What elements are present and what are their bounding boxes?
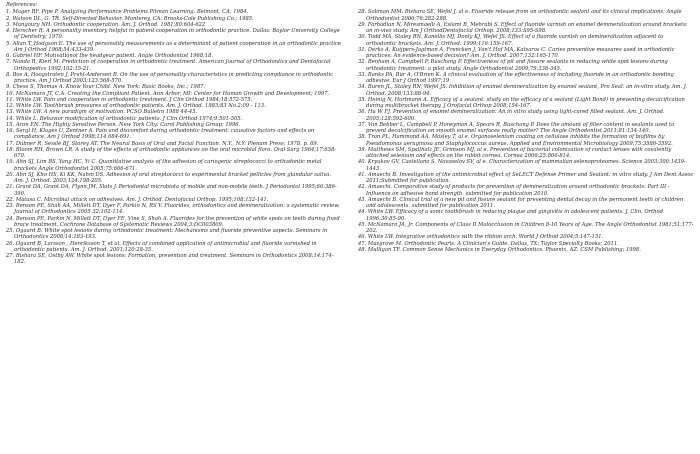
- reference-item: 12. White LW. Toothbrush pressures of orthodontic patients. Am. J. Orthod. 1983;83 No.2:09 - 113.: [6, 103, 266, 109]
- references-left-column: [6, 9, 342, 265]
- reference-item: 31. Derks A, Kuijpers-Jagtman A, Frencken J, Van't Hof MA, Katsaros C. Caries preventive measures used in orthodontic practices: An evidence-based decision? Am. J. Orthod. 2007;132:165-170.: [358, 46, 675, 59]
- reference-item: 36. Hu W FJ. Prevention of enamel demineralization: An in vitro study using light-cured filled sealant. Am. J. Orthod. 2005;128:592-600.: [358, 109, 665, 122]
- reference-item: 46. White LW. Integrative orthodontics with the ribbon arch. World J Orthod 2004;5:147-151.: [358, 234, 604, 241]
- reference-item: 5. Allan T, Hodgson E. The use of personality measurements as a determinant of patient cooperation in an orthodontic practice Am J Orthod 1968;54:433-439.: [6, 40, 341, 53]
- reference-item: 13. White LW. A new paradigm of motivation. PCSO Bulletin 1988 44-45.: [6, 109, 198, 116]
- reference-item: 16. Sergl H, Klages U, Zentner A. Pain and discomfort during orthodontic treatment: causative factors and effects on compliance. Am J Orthod 1998;114 684-691.: [6, 128, 315, 141]
- reference-item: 25. Ogaard B. White spot lesions during orthodontic treatment: Mechanisms and fluoride preventive aspects. Seminars in Orthodontics 2008;14:183-193.: [6, 228, 328, 241]
- reference-item: 47. Musgrave M. Orthodontic Pearls: A Clinician's Guide. Dallas, TX: Taylor Specialty Books; 2011.: [358, 240, 619, 247]
- reference-item: 38. Tran PL, Hammond AA, Mosley T, al e. Organoselenium coating on cellulose inhibits the formation of biofilms by Pseudomonas aeruginosa and Staphylococcus aureus. Applied and Environmental Microbiology 2009;75:3586-3592.: [358, 134, 673, 147]
- reference-item: 41. Amaechi B. Investigation of the antimicrobial effect of SeLECT Defense Primer and Sealant: in vitro study. J Am Dent Assoc 2011;Submitted for publication.: [358, 171, 694, 184]
- reference-item: 30. Todd MA, Staley RN, Kanellis MJ, Donly KJ, Wefel JS. Effect of a fluoride varnish on demineralization adjacent to orthodontic brackets. Am. J. Orthod. 1999;116:159-167.: [358, 34, 664, 47]
- reference-item: 28. Soliman MM, Bishara SE, Wefel J, al e. Fluoride release from an orthodontic sealant and its clinical implications. Angle Orthodontist 2006;76:282-288.: [358, 9, 682, 22]
- reference-item: 37. Van Bebber L, Campbell P, Honeyman A, Spears R, Buschang P. Does the amount of filler content in sealants used to prevent decalcification on smooth enamel surfaces really matter? The Angle Orthodontist 2011;81:134-140.: [358, 121, 675, 134]
- reference-item: 21. Grant DA, Grant DA, Flynn JM, Slots J. Periodontal microbiota of mobile and non-mobile teeth. J Periodontol 1995;66:386-390.: [6, 184, 337, 197]
- reference-item: 34. Buren JL, Staley RN, Wefel JS. Inhibition of enamel demineralization by enamel sealant, Pro Seal: an in-vitro study. Am. J. Orthod. 2008;133:88-94.: [358, 84, 688, 97]
- reference-item: 26. Ogaard B, Larsson , Henriksson T, et al. Effects of combined application of antimicrobial and fluoride varnished in orthodontic patients. Am. J. Orthod. 2001;120:28-35.: [6, 240, 317, 253]
- reference-item: 15. Aron EN. The Highly Sensitive Person. New York City: Carol Publishing Group; 1996.: [6, 121, 241, 128]
- reference-item: 27. Bishara SE, Ostby AW. White spot lesions: Formation, prevention and treatment. Seminars in Orthodontics 2008;14:174-182.: [6, 253, 334, 266]
- reference-item: 20. Ahn SJ, Kho HS, Ki KK, Nahm DS. Adhesion of oral streptococci to experimental bracket pellicles from glandular saliva. Am. J. Orthod. 2003;124:198-205.: [6, 171, 332, 184]
- reference-item: 24. Benson PE, Parkin N, Millett DT, Dyer FE, Vine S, Shah A. Fluorides for the prevention of white spots on teeth during fixed brace treatment. Cochrane Database of Systematic Reviews 2004;3:DC003809.: [6, 215, 340, 228]
- reference-item: 4. Herscher R. A personality inventory helpful in patient cooperation in orthodontic practice. Dallas: Baylor University College of Dentistry; 1970.: [6, 28, 340, 41]
- reference-item: 11. White LW. Pain and cooperation in orthodontic treatment. J Clin Orthod 1984;18:572-575.: [6, 96, 253, 103]
- references-heading: References:: [6, 2, 38, 8]
- reference-item: 33. Banks PA, Bur A, O'Brien K. A clinical evaluation of the effectiveness of including fluoride in an orthodontic bonding adhesive. Eur J Orthod 1997;19.: [358, 71, 674, 84]
- reference-item: 8. Bos A, Hoogstraten J, Prahl-Andersen B. On the use of personality characteristics in predicting compliance in orthodontic practice. Am J Orthod 2003;123:568-570.: [6, 71, 334, 84]
- reference-item: 18. Bloom RH, Brown LR. A study of the effects of orthodontic appliances on the oral microbial flora. Oral Surg 1964;17:658-670.: [6, 146, 337, 159]
- reference-item: 48. Mulligan TF. Common Sense Mechanics in Everyday Orthodontics. Phoenix, AZ: CSM Publishing; 1998.: [358, 246, 641, 253]
- reference-item: 6. Gabriel HF. Motivationof the headgear patient. Angle Orthodontist 1968;18.: [6, 53, 214, 59]
- reference-item: 35. Heinig N, Hartmann A. Efficacy of a sealant: study on the efficacy of a sealant (Light Bond) in preventing decalcification during multibracket therapy. J Orofacial Orthop 2008;154-167.: [358, 96, 685, 109]
- reference-item: 17. Dubner R, Sessle BJ, Storey AT. The Neural Basis of Oral and Facial Function. N.Y., N.Y: Plenum Press; 1978. p. 69.: [6, 140, 319, 147]
- reference-item: 1. Mager RF, Pipe P. Analyzing Performance Problems Pitman Learning. Belmont, CA; 1984.: [6, 9, 249, 16]
- reference-item: 29. Farhadian N, Miresmaeili A, Eslami B, Mehrabi S. Effect of fluoride varnish on enamel demineralization around brackets: an in-vivo study. Am J OrthodDentofacial Orthop. 2008;133:S95-S98.: [358, 21, 688, 34]
- reference-item: 43. Amaechi B. Clinical trial of a new pit and fissure sealant for preventing dental decay in the permanent teeth of children and adolescents. submitted for publication 2011.: [358, 196, 684, 209]
- reference-item: 23. Benson PE, Shah AA, Millett DT, Dyer F, Parkin N, RS V. Fluorides, orthodontics and demineralization: a systematic review. Journal of Orthodontics 2005 32:102-114.: [6, 203, 340, 216]
- reference-item: 32. Benham A, Campbell P, Buschang P. Effectiveness of pit and fissure sealants in reducing white spot lesions during orthodontic treatment: a pilot study. Angle Orthodontist 2009;79:338-345.: [358, 59, 668, 72]
- reference-item: 42. Amaechi. Comparative study of products for prevention of demineralization around orthodontic brackets: Part III - Influence on adhesive bond strength. submitted for publication 2010.: [358, 184, 670, 197]
- reference-item: 45. McNamara JA, Jr. Components of Class II Malocclusion in Children 8-10 Years of Age. The Angle Orthodontist 1981;51:177-202.: [358, 221, 694, 234]
- reference-item: 10. McNamara JT, C.A. Creating the Compliant Patient. Ann Arbor, MI: Center for Human Growth and Development; 1997.: [6, 90, 330, 97]
- reference-item: 39. Matthews SM, Spallholz JE, Grimson MJ, al e. Prevention of bacterial colonization of contact lenses with covalently attached selenium and effects on the rabbit cornea. Cornea 2006;25:806-814.: [358, 146, 672, 159]
- reference-item: 22. Matasa C. Microbial attack on adhesives. Am. J. Orthod. Dentofacial Orthop. 1995;108:132-141.: [6, 196, 269, 203]
- reference-item: 40. Kryukov GV, Castellano S, Novoselov SV, al e. Characterization of mammalian selenoproteomes. Science 2003;300:1439-1443.: [358, 159, 686, 172]
- references-right-column: [358, 9, 694, 265]
- reference-item: 7. Nanda R, Kierl M. Prediction of cooperation in orthodontic treatment. American Journal of Orthodontics and Dentofacial Orthopedics 1992;102:15-21.: [6, 59, 331, 72]
- reference-item: 3. Mangoury NH. Orthodontic cooperation. Am. J. Orthod. 1981;80:604-622.: [6, 21, 207, 28]
- references-columns: [6, 9, 694, 265]
- reference-item: 2. Watson DL, G. TR. Self-Directed Behavior. Monterey, CA: Brooks-Cole Publishing Co.; 1985.: [6, 15, 254, 22]
- reference-item: 19. Ahn SJ, Lim BS, Yang HC, Yi C. Quantitative analysis of the adhesion of cariogenic streptococci to orthodontic metal brackets Angle Orthodontist 2005;75:666-671.: [6, 159, 322, 172]
- reference-item: 9. Chess S, Thomas A. Know Your Child. New York: Basic Books, Inc.; 1987.: [6, 84, 206, 91]
- reference-item: 44. White LW. Efficacy of a sonic toothbrush in reducing plaque and gingivitis in adolescent patients. J. Clin. Orthod. 1996;30:85-90.: [358, 209, 665, 222]
- reference-item: 14. White L. Behavior modification of orthodontic patients. J Clin Orthod 1974;9:501-505.: [6, 115, 243, 122]
